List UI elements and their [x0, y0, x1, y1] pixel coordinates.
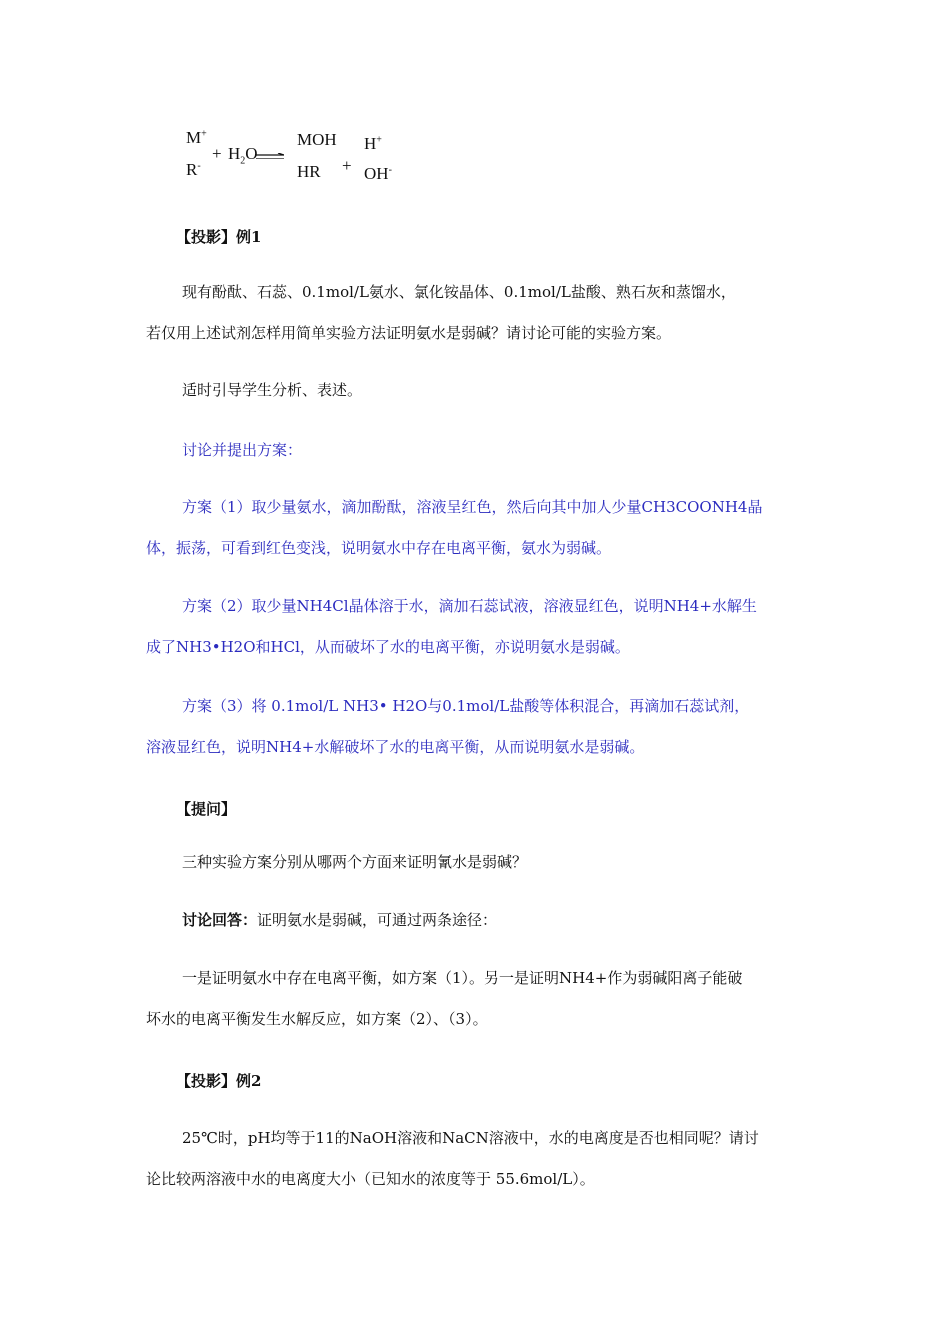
example2-heading: [176, 1070, 261, 1091]
ion-oh: OH-: [364, 164, 392, 183]
equilibrium-arrow-icon: [256, 153, 284, 159]
scheme-3: 方案（3）将 0.1mol/L NH3• H2O与0.1mol/L盐酸等体积混合，再滴加石蕊试剂， 溶液显红色，说明NH4+水解破坏了水的电离平衡，从而说明氨水是弱碱。: [146, 697, 750, 756]
scheme-2: 方案（2）取少量NH4Cl晶体溶于水，滴加石蕊试液，溶液显红色，说明NH4+水解生 成了NH3•H2O和HCl，从而破坏了水的电离平衡，亦说明氨水是弱碱。: [146, 597, 757, 656]
discussion-title: 讨论并提出方案：: [182, 441, 303, 459]
example1-heading: [176, 226, 261, 247]
answer-body: 一是证明氨水中存在电离平衡，如方案（1）。另一是证明NH4+作为弱碱阳离子能破 坏水的电离平衡发生水解反应，如方案（2）、（3）。: [146, 969, 743, 1028]
answer-label: 讨论回答：: [182, 911, 258, 929]
example2-tag: 【投影】: [176, 1072, 237, 1090]
cation: M+: [186, 128, 207, 147]
example2-text: 25℃时，pH均等于11的NaOH溶液和NaCN溶液中，水的电离度是否也相同呢？请讨 论比较两溶液中水的电离度大小（已知水的浓度等于 55.6mol/L）。: [146, 1129, 759, 1188]
plus-sign-2: +: [342, 156, 352, 175]
guide-text: 适时引导学生分析、表述。: [182, 381, 363, 399]
scheme-1: 方案（1）取少量氨水，滴加酚酞，溶液呈红色，然后向其中加人少量CH3COONH4晶 体，振荡，可看到红色变浅，说明氨水中存在电离平衡，氨水为弱碱。: [146, 498, 763, 557]
ion-h: H+: [364, 134, 382, 153]
example1-line-2: 若仅用上述试剂怎样用简单实验方法证明氨水是弱碱？请讨论可能的实验方案。: [146, 324, 672, 342]
hydrolysis-equation: [186, 128, 416, 192]
product-hr: HR: [297, 162, 321, 181]
example2-label: 例2: [236, 1072, 262, 1090]
answer-intro: [146, 900, 806, 941]
plus-sign: +: [212, 144, 222, 163]
anion: R-: [186, 160, 201, 179]
product-moh: MOH: [297, 130, 337, 149]
answer-text: 证明氨水是弱碱，可通过两条途径：: [257, 911, 498, 929]
water-formula: $H_2O$: [228, 144, 258, 167]
example1-label: 例1: [236, 228, 262, 246]
question-heading: 【提问】: [176, 800, 237, 818]
example1-line-1: 现有酚酞、石蕊、0.1mol/L氨水、氯化铵晶体、0.1mol/L盐酸、熟石灰和蒸馏水，: [182, 283, 736, 301]
example1-tag: 【投影】: [176, 228, 237, 246]
example1-text: [146, 272, 806, 354]
question-text: 三种实验方案分别从哪两个方面来证明氰水是弱碱？: [182, 853, 528, 871]
